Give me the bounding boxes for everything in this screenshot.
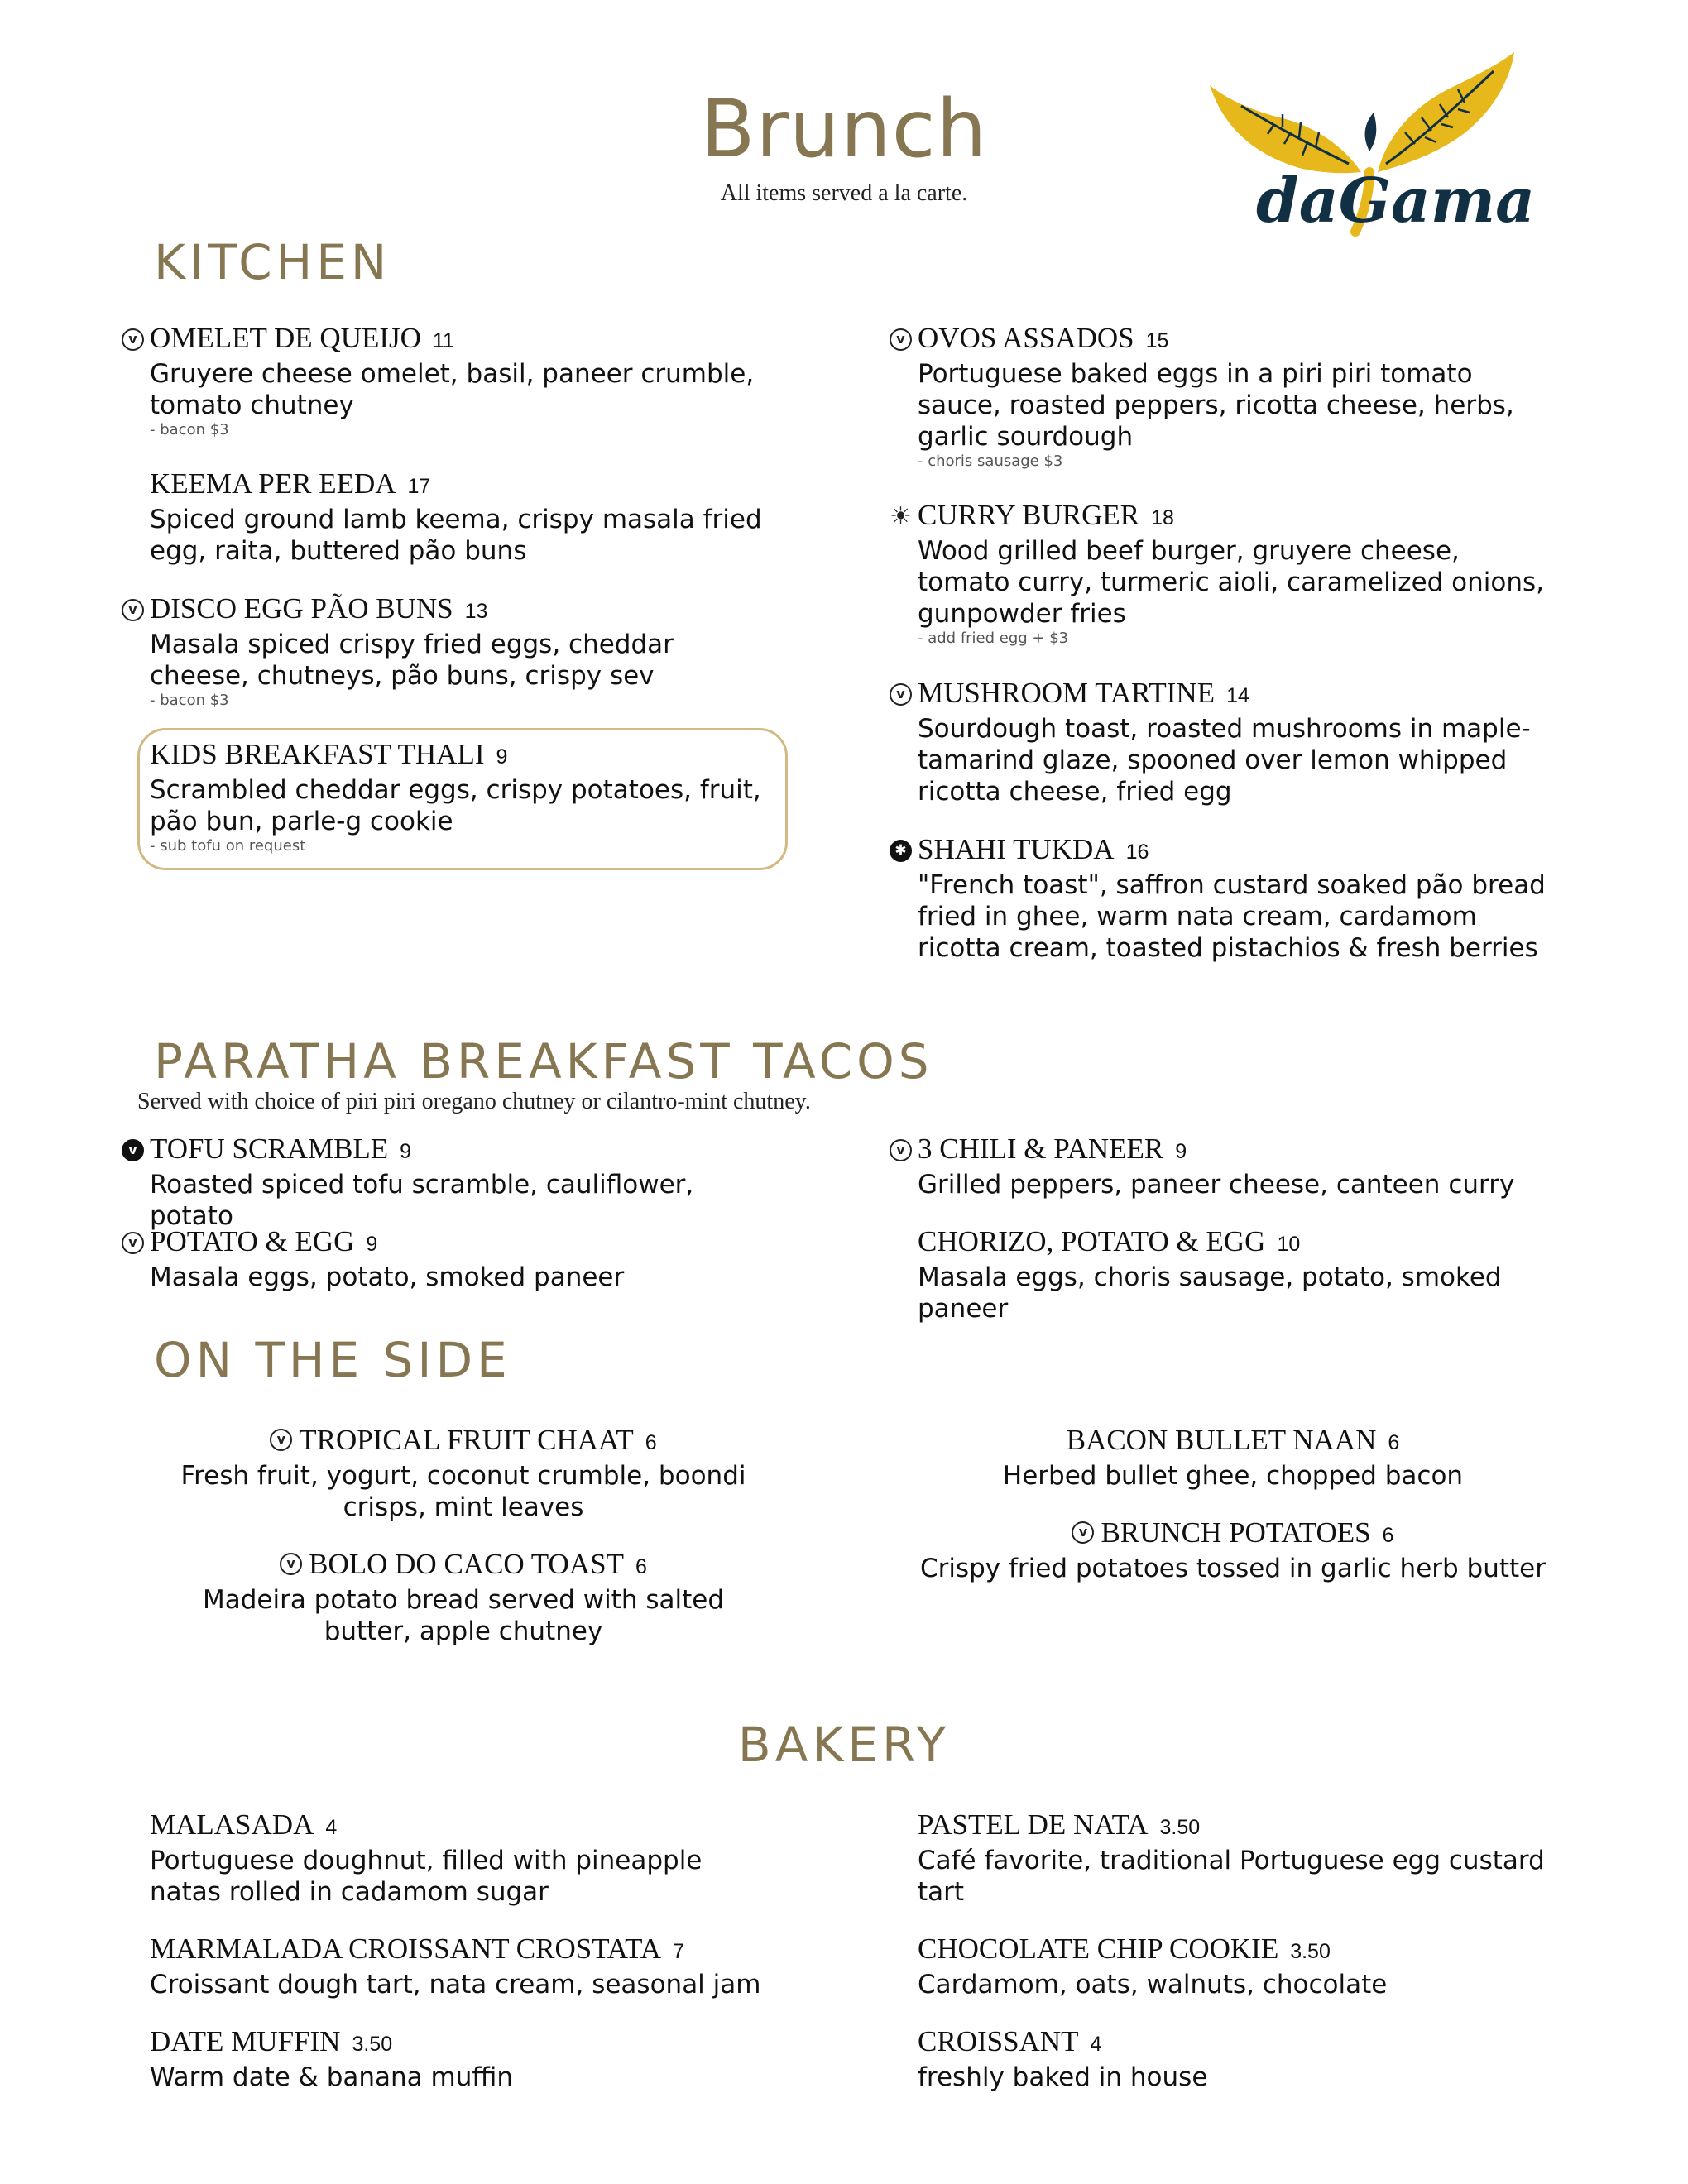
- menu-item-brunch-potatoes: [910, 1516, 1556, 1584]
- item-description: Gruyere cheese omelet, basil, paneer crumble, tomato chutney: [150, 359, 755, 420]
- item-addon-note: - sub tofu on request: [150, 837, 306, 855]
- vegetarian-icon: v: [122, 328, 144, 351]
- vegetarian-icon: v: [270, 1429, 292, 1451]
- menu-item-tropical-fruit-chaat: [157, 1423, 770, 1523]
- vegetarian-icon: v: [890, 683, 912, 706]
- item-price: 3.50: [1290, 1940, 1331, 1963]
- menu-item-chocolate-chip-cookie: [918, 1932, 1547, 2000]
- item-price: 6: [635, 1555, 647, 1578]
- item-description: Café favorite, traditional Portuguese egg custard tart: [918, 1846, 1545, 1907]
- item-name: POTATO & EGG: [150, 1225, 355, 1257]
- menu-item-croissant: [918, 2024, 1547, 2093]
- item-name: CROISSANT: [918, 2025, 1079, 2057]
- item-name: BOLO DO CACO TOAST: [309, 1548, 624, 1580]
- item-price: 9: [1175, 1140, 1187, 1163]
- item-price: 9: [400, 1140, 412, 1163]
- section-title-tacos: PARATHA BREAKFAST TACOS: [154, 1033, 933, 1090]
- item-name: CHOCOLATE CHIP COOKIE: [918, 1933, 1279, 1965]
- menu-item-keema-per-eeda: [150, 467, 779, 567]
- item-price: 7: [673, 1940, 684, 1963]
- item-price: 10: [1277, 1233, 1301, 1256]
- item-price: 3.50: [352, 2033, 393, 2056]
- item-description: Masala eggs, choris sausage, potato, smoked paneer: [918, 1262, 1502, 1324]
- item-name: OMELET DE QUEIJO: [150, 322, 421, 354]
- item-price: 16: [1125, 841, 1149, 864]
- item-price: 6: [1382, 1524, 1394, 1547]
- item-price: 14: [1226, 684, 1249, 707]
- item-name: PASTEL DE NATA: [918, 1808, 1149, 1841]
- item-price: 6: [1388, 1431, 1400, 1454]
- item-name: DATE MUFFIN: [150, 2025, 341, 2057]
- section-title-bakery: BAKERY: [737, 1717, 951, 1773]
- item-name: OVOS ASSADOS: [918, 322, 1134, 354]
- item-description: Cardamom, oats, walnuts, chocolate: [918, 1970, 1388, 2000]
- item-addon-note: - bacon $3: [150, 421, 229, 438]
- menu-item-ovos-assados: [896, 321, 1547, 471]
- menu-item-3-chili-and-paneer: [896, 1132, 1563, 1200]
- item-addon-note: - add fried egg + $3: [918, 630, 1069, 647]
- item-name: DISCO EGG PÃO BUNS: [150, 592, 453, 625]
- item-description: Grilled peppers, paneer cheese, canteen curry: [918, 1170, 1515, 1200]
- menu-item-pastel-de-nata: [918, 1808, 1547, 1908]
- item-name: MALASADA: [150, 1808, 314, 1841]
- item-description: freshly baked in house: [918, 2062, 1208, 2092]
- item-description: Masala spiced crispy fried eggs, cheddar cheese, chutneys, pão buns, crispy sev: [150, 630, 674, 691]
- item-price: 9: [366, 1233, 378, 1256]
- item-price: 4: [1090, 2033, 1102, 2056]
- menu-item-marmalada-croissant-crostata: [150, 1932, 828, 2000]
- item-price: 3.50: [1159, 1816, 1201, 1839]
- menu-item-kids-breakfast-thali: [150, 737, 779, 855]
- vegetarian-icon: v: [890, 1139, 912, 1161]
- item-name: KEEMA PER EEDA: [150, 467, 396, 500]
- item-name: TOFU SCRAMBLE: [150, 1133, 389, 1165]
- item-price: 13: [464, 600, 488, 623]
- item-description: Madeira potato bread served with salted butter, apple chutney: [202, 1585, 725, 1646]
- vegetarian-icon: v: [890, 328, 912, 351]
- section-title-kitchen: KITCHEN: [154, 234, 391, 290]
- item-addon-note: - choris sausage $3: [918, 453, 1063, 470]
- item-name: TROPICAL FRUIT CHAAT: [299, 1424, 634, 1456]
- item-description: Roasted spiced tofu scramble, cauliflower, potato: [150, 1170, 694, 1231]
- vegan-icon: v: [122, 1139, 144, 1161]
- item-description: Portuguese doughnut, filled with pineapple natas rolled in cadamom sugar: [150, 1846, 703, 1907]
- item-name: KIDS BREAKFAST THALI: [150, 738, 485, 770]
- item-description: Scrambled cheddar eggs, crispy potatoes, fruit, pão bun, parle-g cookie: [150, 775, 761, 836]
- item-name: MUSHROOM TARTINE: [918, 677, 1216, 709]
- item-name: BRUNCH POTATOES: [1101, 1516, 1371, 1549]
- page-subtitle: All items served a la carte.: [720, 180, 968, 206]
- item-name: MARMALADA CROISSANT CROSTATA: [150, 1933, 662, 1965]
- item-price: 9: [496, 745, 508, 769]
- page-title: Brunch: [700, 83, 988, 175]
- menu-item-malasada: [150, 1808, 779, 1908]
- menu-item-curry-burger: [890, 498, 1547, 648]
- item-description: Warm date & banana muffin: [150, 2062, 513, 2092]
- vegetarian-icon: v: [1072, 1521, 1094, 1544]
- item-name: CHORIZO, POTATO & EGG: [918, 1225, 1266, 1257]
- item-description: Croissant dough tart, nata cream, seasonal jam: [150, 1970, 761, 2000]
- item-name: 3 CHILI & PANEER: [918, 1133, 1164, 1165]
- logo-wordmark: daGama: [1256, 165, 1536, 237]
- item-addon-note: - bacon $3: [150, 692, 229, 709]
- item-description: Spiced ground lamb keema, crispy masala fried egg, raita, buttered pão buns: [150, 505, 762, 566]
- menu-item-mushroom-tartine: [896, 676, 1547, 807]
- item-description: Masala eggs, potato, smoked paneer: [150, 1262, 625, 1292]
- item-description: Fresh fruit, yogurt, coconut crumble, boondi crisps, mint leaves: [180, 1461, 746, 1522]
- item-price: 18: [1151, 506, 1174, 529]
- menu-item-disco-egg-pao-buns: [128, 592, 779, 710]
- menu-item-shahi-tukda: [894, 832, 1547, 964]
- menu-item-date-muffin: [150, 2024, 779, 2093]
- item-name: SHAHI TUKDA: [918, 833, 1115, 865]
- dagama-logo: [1208, 48, 1556, 238]
- menu-item-potato-and-egg: [128, 1224, 779, 1293]
- item-description: Sourdough toast, roasted mushrooms in maple-tamarind glaze, spooned over lemon whipped ricotta cheese, fried egg: [918, 714, 1531, 807]
- item-price: 17: [407, 475, 431, 498]
- menu-item-chorizo-potato-and-egg: [918, 1224, 1596, 1324]
- item-price: 6: [645, 1431, 657, 1454]
- menu-item-omelet-de-queijo: [128, 321, 779, 439]
- item-name: CURRY BURGER: [918, 499, 1140, 531]
- menu-item-bolo-do-caco-toast: [157, 1547, 770, 1647]
- menu-item-tofu-scramble: [128, 1132, 779, 1232]
- chili-icon: ✱: [890, 840, 912, 862]
- vegetarian-icon: v: [122, 1232, 144, 1254]
- item-price: 15: [1145, 329, 1169, 352]
- item-price: 11: [432, 329, 454, 352]
- section-title-on-the-side: ON THE SIDE: [154, 1332, 511, 1388]
- item-name: BACON BULLET NAAN: [1066, 1424, 1377, 1456]
- vegetarian-icon: v: [122, 599, 144, 621]
- menu-item-bacon-bullet-naan: [910, 1423, 1556, 1492]
- item-description: "French toast", saffron custard soaked pão bread fried in ghee, warm nata cream, cardamom ricotta cream, toasted pistachios & fresh berries: [918, 870, 1546, 963]
- vegetarian-icon: v: [280, 1553, 302, 1575]
- item-description: Crispy fried potatoes tossed in garlic herb butter: [919, 1554, 1547, 1583]
- item-price: 4: [325, 1816, 338, 1839]
- sun-icon: ☀: [890, 502, 912, 531]
- item-description: Portuguese baked eggs in a piri piri tomato sauce, roasted peppers, ricotta cheese, herbs, garlic sourdough: [918, 359, 1514, 452]
- section-note-tacos: Served with choice of piri piri oregano chutney or cilantro-mint chutney.: [137, 1089, 811, 1114]
- item-description: Herbed bullet ghee, chopped bacon: [1002, 1461, 1464, 1491]
- item-description: Wood grilled beef burger, gruyere cheese, tomato curry, turmeric aioli, caramelized onions, gunpowder fries: [918, 536, 1545, 629]
